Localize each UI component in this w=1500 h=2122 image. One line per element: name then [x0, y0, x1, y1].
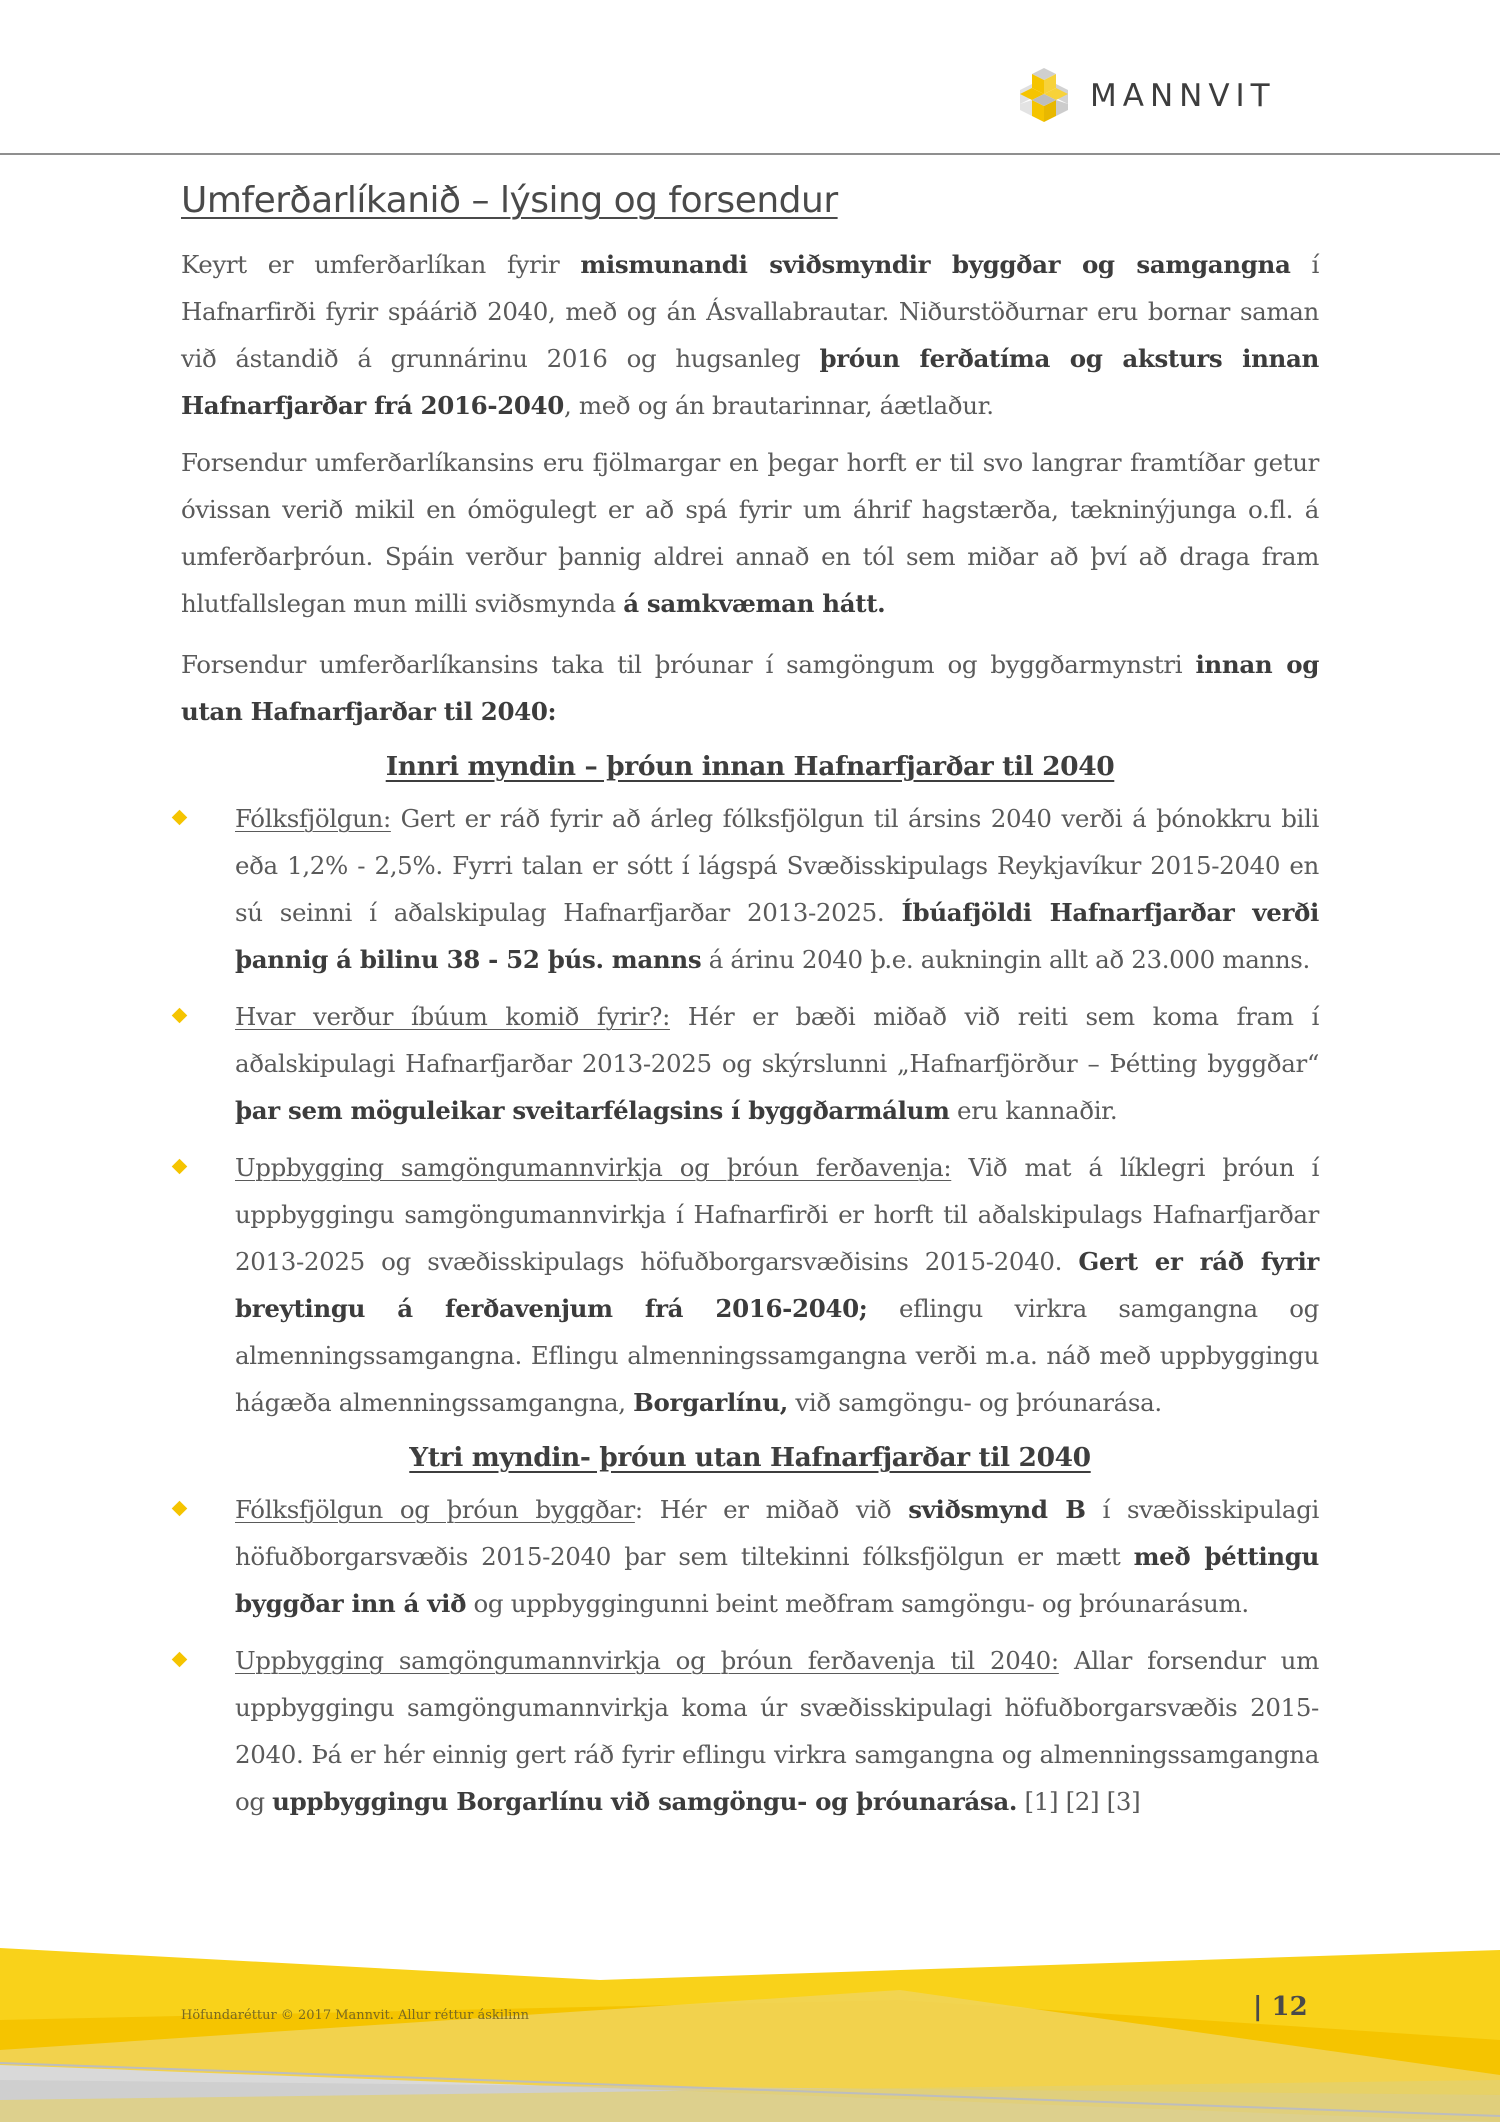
text-run: , með og án brautarinnar, áætlaður.: [563, 391, 994, 420]
item-label: Uppbygging samgöngumannvirkja og þróun ferðavenja til 2040:: [235, 1646, 1059, 1675]
outer-section-heading: Ytri myndin- þróun utan Hafnarfjarðar til 2040: [409, 1442, 1091, 1473]
text-run: Allar forsendur um uppbyggingu samgöngumannvirkja koma úr svæðisskipulagi höfuðborgarsvæðis 2015-2040. Þá er hér einnig gert ráð fyrir eflingu virkra samgangna og almenningssamgangna og: [235, 1646, 1319, 1816]
bold-run: uppbyggingu Borgarlínu við samgöngu- og þróunarása.: [272, 1787, 1018, 1816]
bold-run: þróun ferðatíma og aksturs innan Hafnarfjarðar frá 2016-2040: [181, 344, 1319, 420]
intro-paragraph-2: [181, 439, 1319, 627]
copyright-text: Höfundaréttur © 2017 Mannvit. Allur réttur áskilinn: [181, 2008, 530, 2023]
intro-paragraph-1: [181, 241, 1319, 429]
page-content: [181, 180, 1319, 1835]
text-run: við samgöngu- og þróunarása.: [787, 1388, 1162, 1417]
diamond-bullet-icon: [172, 1652, 188, 1668]
page-footer: [0, 1930, 1500, 2122]
bold-run: sviðsmynd B: [908, 1495, 1086, 1524]
inner-bullet-list: [181, 795, 1319, 1426]
diamond-bullet-icon: [172, 810, 188, 826]
bold-run: með þéttingu byggðar inn á við: [235, 1542, 1319, 1618]
text-run: : Hér er miðað við: [634, 1495, 909, 1524]
page-number: | 12: [1253, 1992, 1308, 2022]
bold-run: Borgarlínu,: [633, 1388, 788, 1417]
item-label: Fólksfjölgun og þróun byggðar: [235, 1495, 635, 1524]
bold-run: Gert er ráð fyrir breytingu á ferðavenjum frá 2016-2040;: [235, 1247, 1319, 1323]
list-item: [181, 1144, 1319, 1426]
intro-paragraph-3: [181, 641, 1319, 735]
text-run: Við mat á líklegri þróun í uppbyggingu samgöngumannvirkja í Hafnarfirði er horft til aðalskipulags Hafnarfjarðar 2013-2025 og svæðisskipulags höfuðborgarsvæðisins 2015-2040.: [235, 1153, 1319, 1276]
list-item: [181, 1637, 1319, 1825]
text-run: á árinu 2040 þ.e. aukningin allt að 23.000 manns.: [701, 945, 1310, 974]
outer-bullet-list: [181, 1486, 1319, 1825]
bold-run: þar sem möguleikar sveitarfélagsins í byggðarmálum: [235, 1096, 950, 1125]
item-label: Fólksfjölgun:: [235, 804, 391, 833]
text-run: í Hafnarfirði fyrir spáárið 2040, með og án Ásvallabrautar. Niðurstöðurnar eru bornar saman við ástandið á grunnárinu 2016 og hugsanleg: [181, 250, 1319, 373]
header-divider: [0, 153, 1500, 155]
text-run: eru kannaðir.: [949, 1096, 1118, 1125]
page-header: [0, 0, 1500, 155]
text-run: Keyrt er umferðarlíkan fyrir: [181, 250, 581, 279]
bold-run: á samkvæman hátt.: [623, 589, 886, 618]
list-item: [181, 1486, 1319, 1627]
text-run: og uppbyggingunni beint meðfram samgöngu- og þróunarásum.: [466, 1589, 1249, 1618]
bold-run: Íbúafjöldi Hafnarfjarðar verði þannig á bilinu 38 - 52 þús. manns: [235, 898, 1319, 974]
inner-section-heading: Innri myndin – þróun innan Hafnarfjarðar til 2040: [385, 751, 1115, 782]
text-run: eflingu virkra samgangna og almenningssamgangna. Eflingu almenningssamgangna verði m.a. náð með uppbyggingu hágæða almenningssamgangna,: [235, 1294, 1319, 1417]
footer-wave-graphic: [0, 1930, 1500, 2122]
bold-run: mismunandi sviðsmyndir byggðar og samgangna: [580, 250, 1291, 279]
text-run: [1] [2] [3]: [1017, 1787, 1141, 1816]
list-item: [181, 795, 1319, 983]
text-run: Hér er bæði miðað við reiti sem koma fram í aðalskipulagi Hafnarfjarðar 2013-2025 og skýrslunni „Hafnarfjörður – Þétting byggðar“: [235, 1002, 1319, 1078]
text-run: Gert er ráð fyrir að árleg fólksfjölgun til ársins 2040 verði á þónokkru bili eða 1,2% - 2,5%. Fyrri talan er sótt í lágspá Svæðisskipulags Reykjavíkur 2015-2040 en sú seinni í aðalskipulag Hafnarfjarðar 2013-2025.: [235, 804, 1319, 927]
bold-run: innan og utan Hafnarfjarðar til 2040:: [181, 650, 1319, 726]
page-title: Umferðarlíkanið – lýsing og forsendur: [181, 180, 838, 221]
text-run: í svæðisskipulagi höfuðborgarsvæðis 2015-2040 þar sem tiltekinni fólksfjölgun er mætt: [235, 1495, 1319, 1571]
logo-wordmark: MANNVIT: [1090, 78, 1276, 114]
mannvit-cube-icon: [1010, 64, 1078, 132]
text-run: Forsendur umferðarlíkansins taka til þróunar í samgöngum og byggðarmynstri: [181, 650, 1196, 679]
item-label: Hvar verður íbúum komið fyrir?:: [235, 1002, 670, 1031]
text-run: Forsendur umferðarlíkansins eru fjölmargar en þegar horft er til svo langrar framtíðar getur óvissan verið mikil en ómögulegt er að spá fyrir um áhrif hagstærða, tækninýjunga o.fl. á umferðarþróun. Spáin verður þannig aldrei annað en tól sem miðar að því að draga fram hlutfallslegan mun milli sviðsmynda: [181, 448, 1319, 618]
diamond-bullet-icon: [172, 1159, 188, 1175]
list-item: [181, 993, 1319, 1134]
item-label: Uppbygging samgöngumannvirkja og þróun ferðavenja:: [235, 1153, 952, 1182]
diamond-bullet-icon: [172, 1501, 188, 1517]
mannvit-logo: [1010, 64, 1310, 132]
diamond-bullet-icon: [172, 1008, 188, 1024]
